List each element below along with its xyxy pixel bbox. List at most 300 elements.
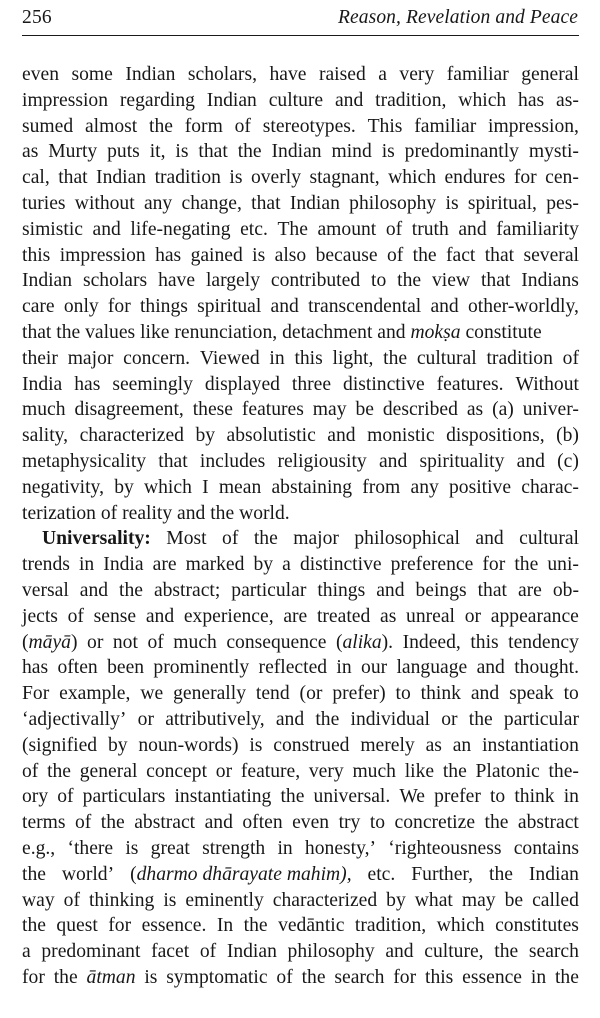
word: some xyxy=(71,64,113,85)
word: absolutistic xyxy=(226,425,316,447)
word: spiritual xyxy=(197,296,262,318)
word: construed xyxy=(273,734,350,756)
word: the xyxy=(22,863,46,885)
word: general xyxy=(79,760,138,782)
word: and xyxy=(470,683,500,705)
word: may xyxy=(312,399,347,421)
text-line xyxy=(22,784,579,810)
word: endures xyxy=(444,167,506,189)
word: Indian xyxy=(528,863,579,885)
word: as xyxy=(425,734,442,756)
word: as xyxy=(466,399,484,421)
word: of xyxy=(147,631,164,653)
word: of xyxy=(199,941,217,963)
word: a xyxy=(378,64,387,85)
word: largely xyxy=(205,270,260,292)
word: preference xyxy=(390,554,474,576)
word: in xyxy=(78,554,95,576)
word: particulars xyxy=(82,786,166,808)
word: described xyxy=(382,399,458,421)
word: the xyxy=(442,760,467,782)
word: the xyxy=(243,915,268,937)
word: stagnant, xyxy=(309,167,380,189)
word: essence xyxy=(462,966,523,988)
word: for xyxy=(482,554,506,576)
word: predominantly xyxy=(404,141,519,163)
word: this xyxy=(470,631,499,653)
word: to xyxy=(369,812,386,834)
word: and xyxy=(475,528,504,550)
text-line xyxy=(22,604,579,630)
word: regarding xyxy=(119,89,195,111)
line-content xyxy=(22,759,579,785)
word: the xyxy=(315,708,340,730)
word: by xyxy=(107,734,128,756)
word: particular xyxy=(231,579,307,601)
word: has xyxy=(22,657,49,679)
word: much xyxy=(173,631,217,653)
word: almost xyxy=(84,115,138,137)
word: that xyxy=(158,450,188,472)
word: Indian xyxy=(125,64,176,85)
word: think xyxy=(420,683,461,705)
word: and xyxy=(204,812,233,834)
word: mind xyxy=(331,141,372,163)
word: or xyxy=(87,631,104,653)
word: which xyxy=(143,476,192,498)
word: very xyxy=(308,760,344,782)
word: Indian xyxy=(96,167,147,189)
word: their xyxy=(22,347,58,369)
word: Universality: xyxy=(42,528,151,550)
text-line xyxy=(22,888,579,914)
word: marked xyxy=(185,554,245,576)
word: cultural xyxy=(519,528,579,550)
word: reflected xyxy=(258,657,328,679)
word: distinctive xyxy=(299,554,382,576)
word: includes xyxy=(199,450,266,472)
word: called xyxy=(532,889,579,911)
word: noun-words) xyxy=(138,734,239,756)
line-content xyxy=(22,913,579,939)
word: we xyxy=(140,683,164,705)
word: any xyxy=(143,192,173,214)
word: to xyxy=(563,683,579,705)
word: not xyxy=(112,631,138,653)
text-line xyxy=(22,501,579,527)
word: consequence xyxy=(226,631,327,653)
word: this xyxy=(294,347,323,369)
word: way xyxy=(22,889,55,911)
line-content xyxy=(22,784,579,810)
word: tendency xyxy=(508,631,579,653)
text-line xyxy=(22,268,579,294)
word: essence. xyxy=(141,915,207,937)
word: fact xyxy=(445,244,476,266)
word: charac- xyxy=(521,476,579,498)
line-content xyxy=(22,423,579,449)
word: dispositions, xyxy=(446,425,545,447)
word: Further, xyxy=(411,863,474,885)
word: experience, xyxy=(183,605,274,627)
word: monistic xyxy=(367,425,435,447)
word: the xyxy=(301,966,326,988)
word: uni- xyxy=(547,554,579,576)
word: etc. xyxy=(240,218,268,240)
word: cen- xyxy=(545,167,579,189)
word: philosophy xyxy=(349,192,437,214)
word: from xyxy=(362,476,401,498)
word: ‘there xyxy=(67,837,114,859)
word: life-negating xyxy=(130,218,231,240)
word: without xyxy=(74,192,135,214)
word: by xyxy=(386,889,406,911)
word: contributed xyxy=(270,270,361,292)
word: We xyxy=(399,786,425,808)
text-line xyxy=(22,62,579,88)
text-line xyxy=(22,836,579,862)
word: (dharmo dhārayate mahim), xyxy=(130,863,352,885)
word: light, xyxy=(332,347,374,369)
word: the xyxy=(22,915,46,937)
word: the xyxy=(554,966,579,988)
word: major xyxy=(67,347,114,369)
word: and xyxy=(327,425,356,447)
word: spirituality xyxy=(419,450,505,472)
word: tradition, xyxy=(354,915,427,937)
line-content xyxy=(22,191,579,217)
word: puts xyxy=(107,141,140,163)
word: is xyxy=(229,167,243,189)
word: to xyxy=(489,786,506,808)
word: is xyxy=(381,141,395,163)
word: in xyxy=(277,837,293,859)
text-line xyxy=(22,965,579,991)
word: stereotypes. xyxy=(262,115,356,137)
word: culture xyxy=(268,89,324,111)
word: simistic xyxy=(22,218,83,240)
word: features xyxy=(241,399,304,421)
word: vedāntic xyxy=(278,915,345,937)
word: the xyxy=(468,708,493,730)
word: (or xyxy=(299,683,323,705)
word: (c) xyxy=(557,450,579,472)
line-content xyxy=(22,397,579,423)
word: characterized xyxy=(272,889,378,911)
word: cultural xyxy=(416,347,477,369)
word: may xyxy=(461,889,496,911)
word: or xyxy=(137,708,154,730)
word: India xyxy=(22,373,63,395)
word: is xyxy=(445,192,459,214)
word: a xyxy=(282,554,291,576)
line-content: terization of reality and the world. xyxy=(22,502,290,524)
word: that xyxy=(484,244,515,266)
line-content xyxy=(22,62,579,88)
word: eminently xyxy=(185,889,264,911)
word: jects xyxy=(22,605,58,627)
word: as- xyxy=(556,89,579,111)
text-line xyxy=(22,810,579,836)
word: facet xyxy=(151,941,190,963)
word: raised xyxy=(318,64,366,85)
word: is xyxy=(125,837,139,859)
word: culture, xyxy=(424,941,484,963)
word: for xyxy=(107,296,131,318)
word: or xyxy=(215,760,233,782)
line-content xyxy=(22,294,579,320)
word: Indians xyxy=(521,270,579,292)
word: even xyxy=(292,812,330,834)
word: of xyxy=(234,115,251,137)
text-line xyxy=(22,578,579,604)
word: have xyxy=(269,64,307,85)
word: and xyxy=(385,941,414,963)
text-line xyxy=(22,552,579,578)
word: are xyxy=(517,579,542,601)
word: care xyxy=(22,296,55,318)
word: (alika). xyxy=(335,631,394,653)
word: has xyxy=(74,373,101,395)
word: turies xyxy=(22,192,66,214)
word: ory xyxy=(22,786,49,808)
text-line xyxy=(22,397,579,423)
word: to xyxy=(395,683,411,705)
word: Viewed xyxy=(199,347,260,369)
word: instantiating xyxy=(174,786,272,808)
line-content xyxy=(22,862,579,888)
word: mysti- xyxy=(528,141,579,163)
word: symptomatic xyxy=(166,966,268,988)
word: tend xyxy=(255,683,290,705)
word: speak xyxy=(509,683,554,705)
word: other-worldly, xyxy=(467,296,579,318)
text-line xyxy=(22,88,579,114)
word: tradition xyxy=(486,347,553,369)
header-rule xyxy=(22,35,579,36)
word: is xyxy=(144,966,158,988)
word: often xyxy=(242,812,283,834)
word: (b) xyxy=(556,425,579,447)
word: ātman xyxy=(86,966,136,988)
word: universal. xyxy=(313,786,391,808)
word: of xyxy=(22,760,39,782)
word: overly xyxy=(250,167,301,189)
word: Indian xyxy=(206,89,257,111)
word: the xyxy=(149,115,173,137)
word: and xyxy=(476,657,505,679)
word: of xyxy=(57,786,74,808)
word: been xyxy=(107,657,145,679)
word: Indian xyxy=(226,941,277,963)
word: abstract; xyxy=(153,579,221,601)
word: sality, xyxy=(22,425,69,447)
word: the xyxy=(119,579,143,601)
word: (māyā) xyxy=(22,631,78,653)
word: prominently xyxy=(153,657,250,679)
word: concern. xyxy=(123,347,191,369)
word: terms xyxy=(22,812,66,834)
word: the- xyxy=(548,760,579,782)
word: sense xyxy=(93,605,137,627)
word: search xyxy=(528,941,579,963)
word: philosophy xyxy=(287,941,375,963)
word: The xyxy=(277,218,308,240)
word: tradition, xyxy=(375,89,447,111)
word: Most xyxy=(166,528,207,550)
word: are xyxy=(152,554,177,576)
word: (a) xyxy=(492,399,514,421)
word: by xyxy=(195,425,216,447)
word: in xyxy=(563,786,579,808)
line-content xyxy=(22,681,579,707)
word: also xyxy=(274,244,307,266)
word: features. xyxy=(436,373,504,395)
text-line xyxy=(22,630,579,656)
word: as xyxy=(22,141,39,163)
word: be xyxy=(504,889,524,911)
word: prefer xyxy=(434,786,481,808)
word: characterized xyxy=(79,425,184,447)
line-content xyxy=(22,372,579,398)
word: impression xyxy=(59,244,146,266)
word: of xyxy=(386,244,404,266)
word: negativity, xyxy=(22,476,104,498)
word: truth xyxy=(411,218,449,240)
word: amount xyxy=(317,218,377,240)
word: the xyxy=(494,941,519,963)
body-text-block xyxy=(22,62,579,991)
word: Murty xyxy=(48,141,98,163)
word: the xyxy=(100,812,125,834)
line-content xyxy=(22,165,579,191)
word: instantiation xyxy=(482,734,579,756)
word: Platonic xyxy=(475,760,540,782)
word: as xyxy=(380,605,397,627)
word: the xyxy=(47,760,71,782)
word: things xyxy=(139,296,188,318)
text-line xyxy=(22,243,579,269)
word: treated xyxy=(316,605,371,627)
word: strength xyxy=(202,837,266,859)
word: gained xyxy=(190,244,243,266)
word: in xyxy=(269,347,285,369)
word: in xyxy=(530,966,547,988)
word: even xyxy=(22,64,59,85)
word: familiar xyxy=(414,115,477,137)
line-content xyxy=(22,707,579,733)
line-content xyxy=(22,346,579,372)
word: and xyxy=(458,218,487,240)
word: spiritual, xyxy=(467,192,537,214)
word: have xyxy=(158,270,196,292)
word: In xyxy=(216,915,234,937)
word: search xyxy=(334,966,385,988)
word: and xyxy=(378,450,408,472)
word: or xyxy=(464,605,482,627)
word: and xyxy=(430,296,459,318)
word: and xyxy=(275,708,305,730)
line-content xyxy=(22,630,579,656)
word: view xyxy=(431,270,471,292)
word: distinctive xyxy=(343,373,425,395)
text-line xyxy=(22,217,579,243)
line-content xyxy=(22,243,579,269)
word: positive xyxy=(449,476,512,498)
word: abstract xyxy=(517,812,579,834)
page-number: 256 xyxy=(22,7,52,28)
word: is xyxy=(175,141,189,163)
text-line xyxy=(22,191,579,217)
word: merely xyxy=(360,734,415,756)
word: try xyxy=(338,812,361,834)
word: and xyxy=(270,296,299,318)
word: philosophical xyxy=(354,528,460,550)
word: the xyxy=(484,812,509,834)
running-title: Reason, Revelation and Peace xyxy=(338,7,578,28)
word: etc. xyxy=(367,863,396,885)
word: for xyxy=(22,966,45,988)
word: appearance xyxy=(490,605,579,627)
word: disagreement, xyxy=(74,399,184,421)
word: and xyxy=(79,579,109,601)
word: scholars, xyxy=(187,64,257,85)
word: major xyxy=(293,528,339,550)
line-content xyxy=(22,733,579,759)
word: versal xyxy=(22,579,69,601)
word: beings xyxy=(415,579,467,601)
text-line xyxy=(22,681,579,707)
word: of xyxy=(276,966,293,988)
word: of xyxy=(75,812,92,834)
word: that xyxy=(251,192,281,214)
line-content xyxy=(22,578,579,604)
word: India xyxy=(103,554,144,576)
word: and xyxy=(516,450,545,472)
word: contains xyxy=(513,837,579,859)
word: that the values like renunciation, detachment and mokṣa constitute xyxy=(22,321,542,343)
word: of xyxy=(562,347,579,369)
word: quest xyxy=(56,915,98,937)
word: because xyxy=(315,244,378,266)
word: to xyxy=(371,270,387,292)
word: the xyxy=(253,528,278,550)
word: very xyxy=(399,64,435,85)
word: this xyxy=(22,244,51,266)
text-line xyxy=(22,475,579,501)
line-content xyxy=(22,114,579,140)
word: of xyxy=(63,889,80,911)
word: often xyxy=(57,657,98,679)
text-line xyxy=(22,707,579,733)
word: much xyxy=(22,399,66,421)
word: that xyxy=(480,270,511,292)
word: it, xyxy=(149,141,166,163)
word: familiarity xyxy=(496,218,579,240)
word: honesty,’ xyxy=(304,837,377,859)
word: of xyxy=(222,528,239,550)
word: prefer) xyxy=(332,683,386,705)
word: the xyxy=(280,786,305,808)
word: is xyxy=(252,244,266,266)
line-content xyxy=(22,475,579,501)
word: sumed xyxy=(22,115,74,137)
word: constitutes xyxy=(495,915,579,937)
word: for xyxy=(513,167,537,189)
word: unreal xyxy=(406,605,456,627)
text-line xyxy=(22,320,579,346)
text-line xyxy=(22,346,579,372)
